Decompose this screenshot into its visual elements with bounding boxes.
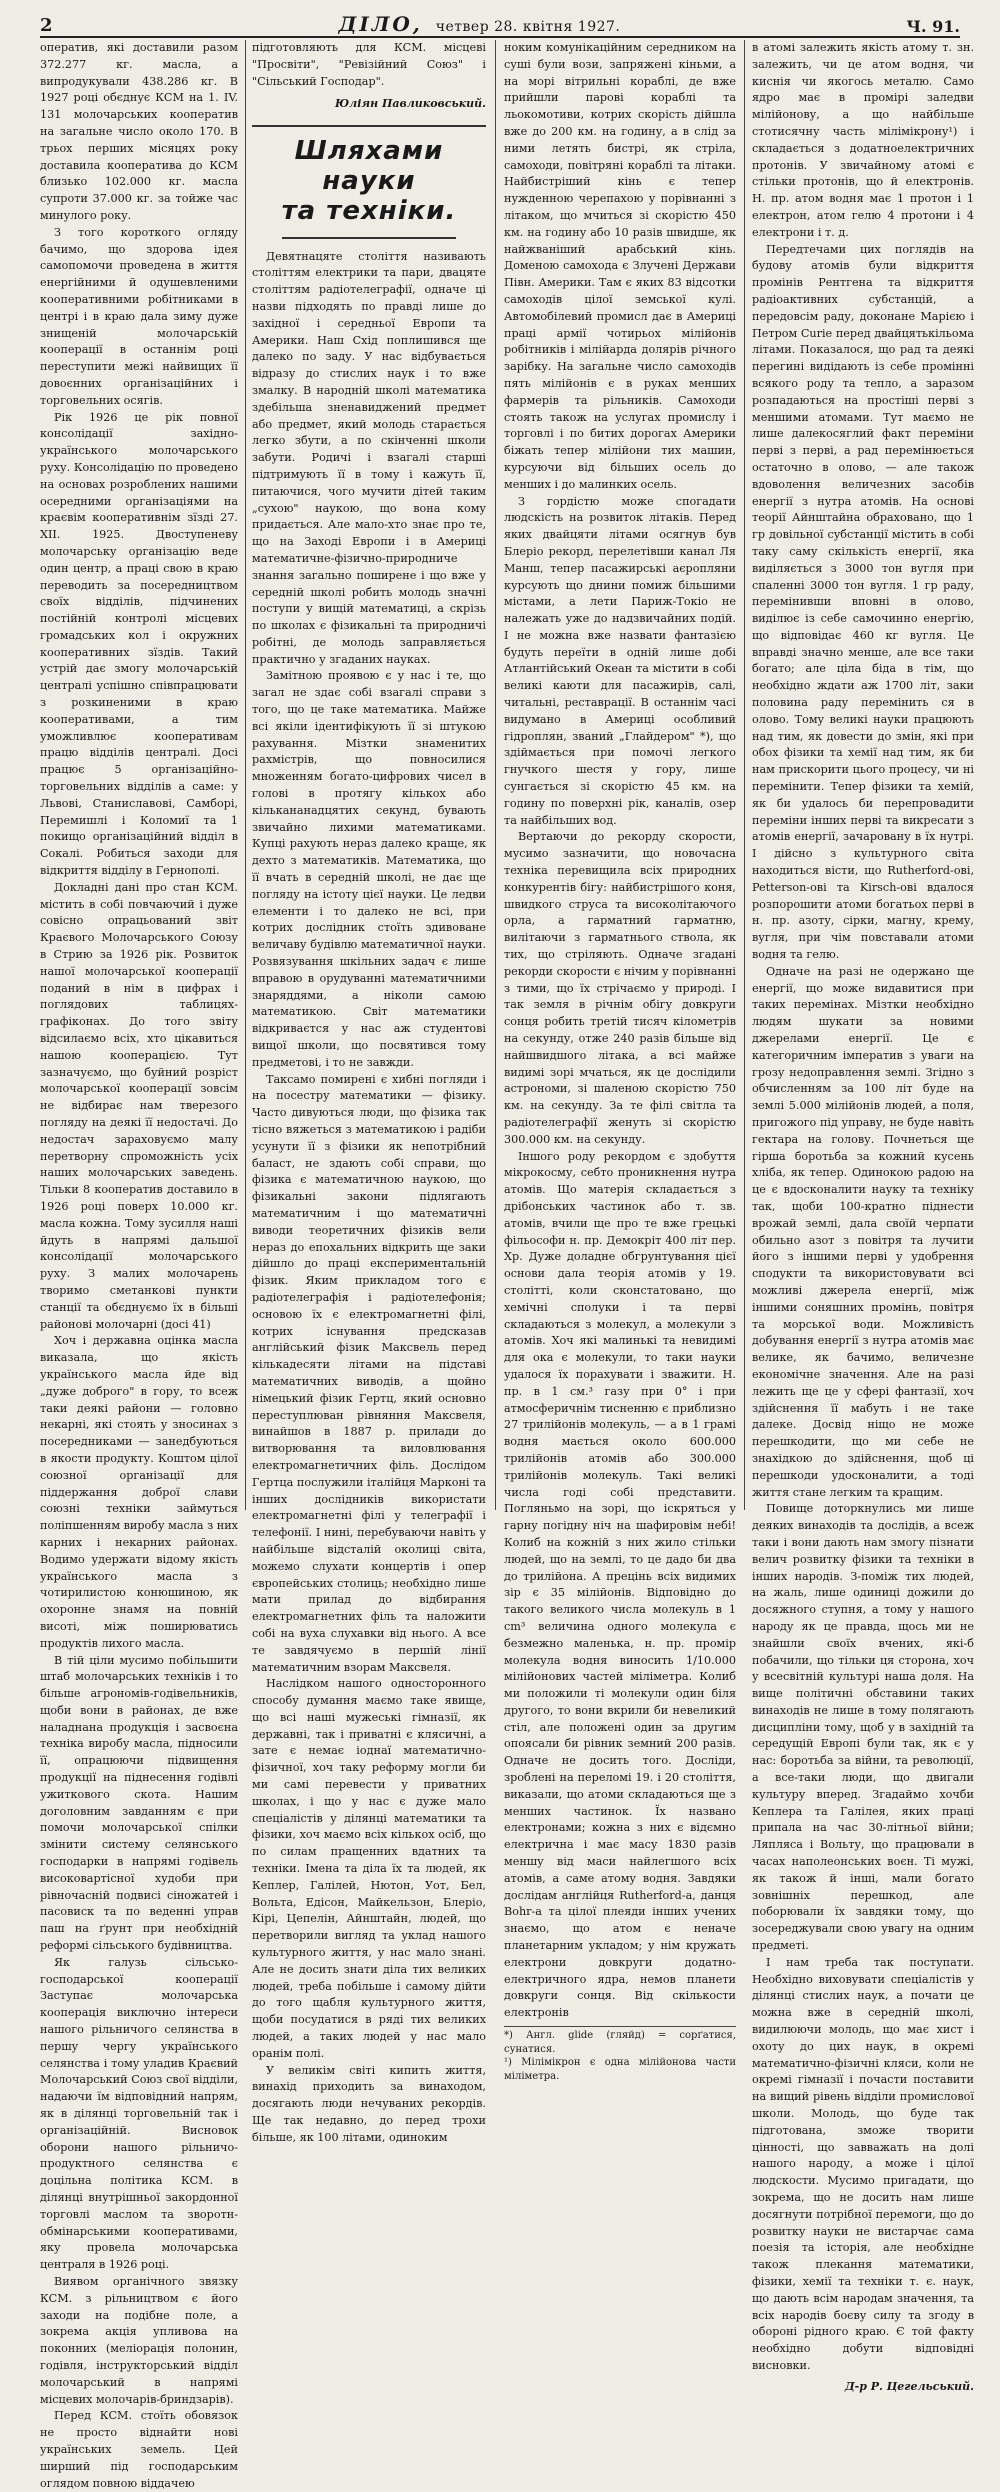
article-continuation: підготовляють для КСМ. місцеві "Просвіти", "Ревізійний Союз" і "Сільський Господар". bbox=[252, 41, 486, 88]
paragraph: Як галузь сільсько-господарської кооперації Заступає молочарська кооперація виключно інтереси нашого рільничого селянства в першу чергу українського селянства і тому уладив Краєвий Молочарський Союз свої відділи, надаючи їм відповідний напрям, як в ділянці торговельній так і організаційній. Висновок оборони нашого рільничо-продуктного селянства є доцільна політика КСМ. в ділянці внутрішньої закордонної торговлі маслом та зворотн-обмінарськими кооперативами, яку провела молочарська централя в 1926 році. bbox=[40, 1955, 238, 2272]
issue-number: Ч. 91. bbox=[906, 17, 960, 36]
paragraph: З того короткого огляду бачимо, що здорова ідея самопомочи проведена в життя енергійними й одушевленими кооперативними робітниками в центрі і в краю дала зиму дуже знищеній молочарській кооперації в останнім році переступити межі найвищих її довоєнних організаційних і торговельних осягів. bbox=[40, 225, 238, 407]
page-number: 2 bbox=[40, 15, 53, 36]
byline: Юліян Павликовський. bbox=[334, 97, 486, 111]
column-rule bbox=[495, 40, 496, 1510]
newspaper-title: ДІЛО, bbox=[338, 12, 423, 36]
headline-divider bbox=[282, 237, 456, 239]
masthead-center bbox=[339, 12, 621, 36]
paragraph: І нам треба так поступати. Необхідно виховувати спеціалістів у ділянці стислих наук, а почати це можна вже в середній школі, видилюючи молодь, що має хист і охоту до цих наук, в окремі математично-фізичні кляси, коли не окремі гімназії і почасти поставити на вищий рівень відділи промислової школи. Молодь, що буде так підготована, зможе творити цінності, що завважать на долі нашого народу, а може і цілої людскости. Мусимо пригадати, що зокрема, що не досить нам лише досягнути потрібної перемоги, що до розвитку науки не вистарчає сама поезія та історія, але необхідне також плекання математики, фізики, хемії та техніки т. є. наук, що дають всім народам значення, та всіх народів боєву силу та згоду в обороні рідного краю. Є той факту необхідно добути відповідні висновки. bbox=[752, 1955, 974, 2372]
paragraph: З гордістю може спогадати людскість на розвиток літаків. Перед яких двайцяти літами осягнув був Блеріо рекорд, перелетівши канал Ля Манш, тепер пасажирські аєропляни курсують що днини помиж більшими містами, а лети Париж-Токіо не належать уже до надзвичайних подій. І не можна вже назвати фантазією будуть переїти в одній лише добі Атлантійський Океан та містити в собі великі каюти для пасажирів, салі, читальні, реставрації. В останнім часі видумано в Америці особливий гідроплян, званий „Глайдером" *), що здіймається при помочі легкого гнучкого шестя у гору, лише сунгається зі скорістю 45 км. на годину по поверхні рік, каналів, озер та найбільших вод. bbox=[504, 494, 736, 827]
column-3 bbox=[504, 40, 736, 2082]
column-rule bbox=[744, 40, 745, 1510]
column-rule bbox=[245, 40, 246, 1510]
column-2 bbox=[252, 40, 486, 2144]
paragraph: Хоч і державна оцінка масла виказала, що якість українського масла йде від „дуже доброго" в гору, то всеж таки деякі райони — головно некарні, які стоять у зносинах з посередниками — занедбуються в якости продукту. Коштом цілої союзної організації для піддержання доброї слави союзні техніки займуться поліпшенням виробу масла з них карних і некарних районах. Водимо удержати відому якість українського масла з чотирилистою конюшиною, як охоронне знамя на повній висоті, між поширюватись продуктів лихого масла. bbox=[40, 1334, 238, 1650]
author-signature: Д-р Р. Цегельський. bbox=[844, 2379, 974, 2393]
footnote: ¹) Мілімікрон є одна мілійонова части міліметра. bbox=[504, 2057, 736, 2082]
paragraph: Вертаючи до рекорду скорости, мусимо зазначити, що новочасна техніка перевищила всіх природних конкурентів бігу: найбистрішого коня, швидкого струса та високолітаючого орла, а гарматний гарматню, вилітаючи з гарматнього ствола, як тих, що стріляють. Одначе згадані рекорди скорости є нічим у порівнанні з тими, що їх стрічаємо у природі. І так земля в річнім обігу довкруги сонця робить третій тисяч кілометрів на секунду, отже 240 разів більше від найшвидшого літака, а всі майже видимі зорі мчаться, як це дослідили астрономи, зі шаленою скорістю 750 км. на секунду. За те філі світла та радіотелеграфії женуть зі скорістю 300.000 км. на секунду. bbox=[504, 830, 736, 1146]
paragraph: Виявом органічного звязку КСМ. з рільництвом є його заходи на подібне поле, а зокрема акція упливова на поконних (меліорація полонин, годівля, інструкторський відділ молочарський в напрямі місцевих молочарів-бриндзарів). bbox=[40, 2274, 238, 2406]
paragraph: Рік 1926 це рік повної консолідації західно-українського молочарського руху. Консолідацію по проведено на основах розроблених нашими осередними організаціями на краєвім кооперативнім зїзді 27. XII. 1925. Двоступеневу молочарську організацію веде один центр, а праці свою в краю переводить за посередництвом своїх відділів, підчинених постійній контролі місцевих громадських кол і окружних кооперативних зїздів. Такий устрій дає змогу молочарській централі успішно співпрацювати з розкиненими в краю кооперативами, а тим уможливлює кооперативам працю відділів централі. Досі працює 5 організаційно-торговельних відділів а саме: у Львові, Станиславові, Самборі, Перемишлі і Коломиї та 1 покищо організаційний відділ в Сокалі. Робиться заходи для відкриття відділу в Гернополі. bbox=[40, 410, 238, 878]
issue-date: четвер 28. квітня 1927. bbox=[435, 19, 621, 35]
footnotes bbox=[504, 2026, 736, 2083]
paragraph: В тій ціли мусимо побільшити штаб молочарських техніків і то більше агрономів-годівельників, щоби вони в районах, де вже наладнана продукція і засвоєна техніка виробу масла, підносили її, опрацюючи підвищення продукції на піднесення годівлі ужиткового скота. Нашим доголовним завданням є при помочи молочарської спілки змінити систему селянського господарки в напрямі годівель високовартісної худоби при рівночасній подвисі сіножатей і пасовиск та по веденні управ паш на ґрунт при необхідній реформі сільського будівництва. bbox=[40, 1653, 238, 1953]
paragraph: Наслідком нашого односторонного способу думання маємо таке явище, що всі наші мужеські гімназії, як державні, так і приватні є клясичні, а зате є немає іоднаї математично-фізичної, хоч таку реформу могли би ми самі перевести у приватних школах, і що у нас є дуже мало спеціалістів у ділянці математики та фізики, хоч маємо всіх кількох осіб, що по силам пращенних вдатних та техніки. Імена та діла їх та людей, як Кеплер, Галілей, Нютон, Уот, Бел, Вольта, Едісон, Майкельзон, Блеріо, Кірі, Цепелін, Айнштайн, людей, що перетворили вигляд та уклад нашого культурного життя, у нас мало знані. Але не досить знати діла тих великих людей, треба побільше і самому дійти до того щабля культурного життя, щоби посудатися в ряді тих великих людей, а таких людей у нас мало оранім полі. bbox=[252, 1677, 486, 2060]
paragraph: Докладні дані про стан КСМ. містить в собі повчаючий і дуже совісно опрацьований звіт Краєвого Молочарського Союзу в Стрию за 1926 рік. Розвиток нашої молочарської кооперації поданий в нім в цифрах і поглядових таблицях-графіконах. До того звіту відсилаємо всіх, хто цікавиться нашою кооперацією. Тут зазначуємо, що буйний розріст молочарської кооперації зовсім не відбирає нам тверезого погляду на деякі її недостачі. До недостач зараховуємо малу перетворну спроможність усіх наших молочарських заведень. Тільки 8 кооператив доставило в 1926 році поверх 10.000 кг. масла кожна. Тому зусилля наші йдуть в напрямі дальшої консолідації молочарського руху. З малих молочарень творимо сметанкові пункти станції та обєднуємо їх в більші районові молочарні (досі 41) bbox=[40, 880, 238, 1331]
masthead bbox=[40, 6, 960, 38]
paragraph: ноким комунікаційним середником на суші були вози, запряжені кіньми, а на морі вітрильні кораблі, де вже прийшли парові кораблі та льокомотиви, котрих скорість дійшла вже до 200 км. на годину, а в слід за ними летять бистрі, як стріла, самоходи, повітряні кораблі та літаки. Найбистріший кінь є тепер нужденною черепахою у порівнанні з літаком, що мчиться зі скорістю 450 км. на годину або 10 разів швидше, як найжваніший арабський кінь. Доменою самохода є Злучені Держави Півн. Америки. Там є яких 83 відсотки самоходів цілої земської кулі. Автомобілевий промисл дає в Америці праці армії чотирьох мілійонів робітників і мілійарда долярів річного зарібку. На загальне число самоходів пять мілійонів є в руках менших фармерів та рільників. Самоходи стоять також на услугах промислу і торговлі і по битих дорогах Америки біжать тепер мілійони тих машин, курсуючи від більших осель до менших і до малинких осель. bbox=[504, 41, 736, 491]
paragraph: Іншого роду рекордом є здобуття мікрокосму, себто проникнення нутра атомів. Що матерія складається з дрібонських частинок або т. зв. атомів, вчили ще про те вже грецькі фільософи н. пр. Демокріт 400 літ пер. Хр. Дуже доладне обгрунтування цієї основи дала теорія атомів у 19. столітті, коли сконстатовано, що хемічні сполуки і та перві складаються з молекул, а молекули з атомів. Хоч які малинькі та невидимі для ока є молекули, то таки науки удалося їх порахувати і зважити. Н. пр. в 1 см.³ газу при 0° і при атмосферичнім тисненню є приблизно 27 трилійонів молекуль, — а в 1 грамі водня мається около 600.000 трилійонів атомів або 300.000 трилійонів молекуль. Такі великі числа годі собі представити. Погляньмо на зорі, що іскряться у гарну погідну ніч на шафировім небі! Колиб на кожній з них жило стільки людей, що на землі, то це дадо би два до трилійона. А прецінь всіх видимих зір є 35 мілійонів. Відповідно до такого великого числа молекуль в 1 cm³ величина одного молекула є безмежно маленька, н. пр. промір молекула водня виносить 1/10.000 мілійонових частей міліметра. Колиб ми положили ті молекули один біля другого, то вони вкрили би невеликий стіл, але положені один за другим опоясали би рівник земний 200 разів. Одначе не досить того. Досліди, зроблені на переломі 19. і 20 століття, виказали, що атоми складаються ще з менших частинок. Їх названо електронами; кожна з них є відємно електрична і має масу 1830 разів меншу від маси найлегшого всіх атомів, а саме атому водня. Завдяки дослідам англійця Rutherford-а, данця Bohr-а та цілої плеяди інших учених знаємо, що атом є неначе планетарним укладом; у нім кружать електрони довкруги додатно-електричного ядра, немов планети довкруги сонця. Від скількости електронів bbox=[504, 1149, 736, 2020]
paragraph: Девятнацяте століття називають століттям електрики та пари, двацяте століттям радіотелеграфії, одначе ці назви підходять по правді лише до західної і середньої Европи та Америки. Наш Схід поплишився ще далеко по заду. У нас відбувається відразу до стислих наук і то вже змалку. В народній школі математика здебільша зненавиджений предмет або предмет, який молодь старається легко збути, а по скінченні школи забути. Родичі і взагалі старші підтримують її в тому і кажуть її, питаючися, чого мучити дітей таким „сухою" наукою, що вона кому придається. Але мало-хто знає про те, що на Заході Европи і в Америці математичне-фізично-природниче знання загально поширене і що вже у середній школі робить молодь значні поступи у вищій математиці, а скрізь по школах є фізикальні та природничі робітні, де молодь заправляється практично у згаданих науках. bbox=[252, 249, 486, 666]
column-1 bbox=[40, 40, 238, 2490]
footnote: *) Англ. glide (гляйд) = сорґатися, сунатися. bbox=[504, 2030, 736, 2055]
headline-line: та техніки. bbox=[281, 195, 457, 226]
column-4 bbox=[752, 40, 974, 2393]
paragraph: в атомі залежить якість атому т. зн. залежить, чи це атом водня, чи киснія чи якогось металю. Само ядро має в промірі заледви мілійонову, а що найбільше стотисячну часть мілімікрону¹) і складається з додатноелектричних протонів. У звичайному атомі є стільки протонів, що й електронів. Н. пр. атом водня має 1 протон і 1 електрон, атом гелю 4 протони і 4 електрони і т. д. bbox=[752, 41, 974, 239]
paragraph: Таксамо помирені є хибні погляди і на посестру математики — фізику. Часто дивуються люди, що фізика так тісно вяжеться з математикою і радіби усунути її з фізики як непотрібний баласт, не здають собі справи, що фізика є математичною наукою, що фізикальні закони підлягають математичним і що математичні виводи теоретичних фізиків вели нераз до епохальних відкрить ще заки дійшло до праці експериментальній фізик. Яким прикладом того є радіотелеграфія і радіотелефонія; основою їх є електромагнетні філі, котрих існування предсказав англійський фізик Максвель перед кількадесяти літами на підставі математичних виводів, а щойно німецький фізик Гертц, який основно переступлюван рівняння Максвеля, винайшов в 1887 р. прилади до витворювання та виловлювання електромагнетичних філь. Дослідом Гертца послужили італійця Марконі та інших дослідників використати електромагнетні філі у телеграфії і телефонії. І нині, перебуваючи навіть у найбільше відсталій околиці світа, можемо слухати концертів і опер європейських столиць; необхідно лише мати прилад до відбирання електромагнетних філь та наложити собі на вуха слухавки від нього. А все те завдячуємо в першій лінії математичним взорам Максвеля. bbox=[252, 1072, 486, 1674]
headline-line: Шляхами науки bbox=[294, 135, 444, 196]
paragraph: оператив, які доставили разом 372.277 кг. масла, а випродукували 438.286 кг. В 1927 році обєднує КСМ на 1. IV. 131 молочарських кооператив на загальне число около 170. В трьох перших місяцях року доставила кооператива до КСМ близько 102.000 кг. масла супроти 37.000 кг. за тойже час минулого року. bbox=[40, 41, 238, 222]
article-headline bbox=[252, 125, 486, 227]
paragraph: Одначе на разі не одержано ще енергії, що може видавитися при таких перемінах. Мізтки необхідно людям шукати за новими джерелами енергії. Це є категоричним імператив з уваги на грозу недоправлення землі. Згідно з обчисленням за 100 літ буде на землі 5.000 мілійонів людей, а поля, пригожого під управу, не буде навіть гектара на голову. Почнеться ще гірша боротьба за кожний кусень хліба, як тепер. Одинокою радою на це є вдосконалити науку та техніку так, щоби 100-кратно піднести врожай землі, дала своїй черпати обильно азот з повітря та лучити його з іншими перві у удобрення сподукти та використовувати всі можливі джерела енергії, між іншими соняшних промінь, повітря та морської води. Можливість добування енергії з нутра атомів має велике, як бачимо, величезне економічне значення. Але на разі лежить ще це у сфері фантазії, хоч здійснення її мабуть і не таке далеке. Досвід ніщо не може перешкодити, що ми себе не знахідкою до здійснення, щоб ці перешкоди удосконалити, а тоді життя стане легким та кращим. bbox=[752, 964, 974, 1499]
paragraph: Перед КСМ. стоїть обовязок не просто віднайти нові українських земель. Цей ширший під господарським оглядом повною віддачею bbox=[40, 2409, 238, 2490]
paragraph: У великім світі кипить життя, винахід приходить за винаходом, досягають люди нечуваних рекордів. Ще так недавно, до перед трохи більше, як 100 літами, одиноким bbox=[252, 2063, 486, 2144]
paragraph: Повище доторкнулись ми лише деяких винаходів та дослідів, а всеж таки і вони дають нам змогу пізнати велич розвитку фізики та техніки в інших народів. З-поміж тих людей, на жаль, лише одиниці дожили до досяжного ступня, а тому у нашого народу як це правда, щось ми не знайшли своїх вчених, які-б побачили, що тільки ця сторона, хоч у всесвітній культурі наша доля. На вище політичні обставини таких винаходів не лише в тому полягають дисципліни тому, щоб у в західній та середущій Европі були так, як є у нас: боротьба за війни, та революції, а все-таки люди, що двигали культуру вперед. Згадаймо хочби Кеплера та Галілея, яких праці припала на час 30-літньої війни; Ляпляса і Вольту, що працювали в часах наполеонських воєн. Ті мужі, як також й інші, мали богато зовнішніх перешкод, але поборювали їх завдяки тому, що зосереджували свою увагу на одним предметі. bbox=[752, 1502, 974, 1953]
paragraph: Замітною проявою є у нас і те, що загал не здає собі взагалі справи з того, що це таке математика. Майже всі якіли ідентифікують її зі штукою рахування. Мізтки знаменитих рахмістрів, що повносилися множенням богато-цифрових чисел в голові в протягу кількох або кількананадцятих секунд, бувають звичайно лихими математиками. Купці рахують нераз далеко краще, як дехто з математиків. Математика, що її вчать в середній школі, не дає ще погляду на істоту цієї науки. Це ледви елементи і то далеко не всі, при котрих дослідник стоїть здивоване величаву будівлю математичної науки. Розвязування шкільних задач є лише вправою в орудуванні математичними знаряддями, а ніколи самою математикою. Світ математики відкриваєтся у нас аж студентові вищої школи, що посвятився тому предметові, і то не завжди. bbox=[252, 669, 486, 1069]
paragraph: Передтечами цих поглядів на будову атомів були відкриття промінів Рентгена та відкриття радіоактивних субстанцій, а передовсім раду, доконане Марією і Петром Curie перед двайцятькільома літами. Показалося, що рад та деякі перегині видідають із себе промінні всякого роду та тепло, а заразом розпадаються на простіші перві з меншими атомами. Тут маємо не лише далекосяглий факт переміни перві з перві, а рад перемінюється остаточно в олово, — але також вдоволення величезних засобів енергії з нутра атомів. На основі теорії Айнштайна обраховано, що 1 гр довільної субстанції містить в собі таку саму скількість енергії, яка виділяється з 3000 тон вугля при спаленні 3000 тон вугля. 1 гр раду, перемінивши вповні в олово, виділює із себе самочинно енергію, що відповідає 460 кг вугля. Це вправді значно менше, але все таки богато; але ціла біда в тім, що необхідно ждати аж 1700 літ, заки половина раду перемінить ся в олово. Тому великі науки працюють над тим, як довести до змін, які при обох фізики та хемії над тим, як би нам прискорити цього процесу, чи ні перемінити. Тепер фізики та хемій, як би удалось би перепровадити переміни інших перві та викресати з атомів енергії, зачаровану в їх нутрі. І дійсно з культурного світа находиться вісти, що Rutherford-ові, Petterson-ові та Kirsch-ові вдалося розпорошити атоми богатьох перві в н. пр. азоту, сірки, магну, крему, вугля, при чім повставали атоми водня та гелю. bbox=[752, 242, 974, 962]
